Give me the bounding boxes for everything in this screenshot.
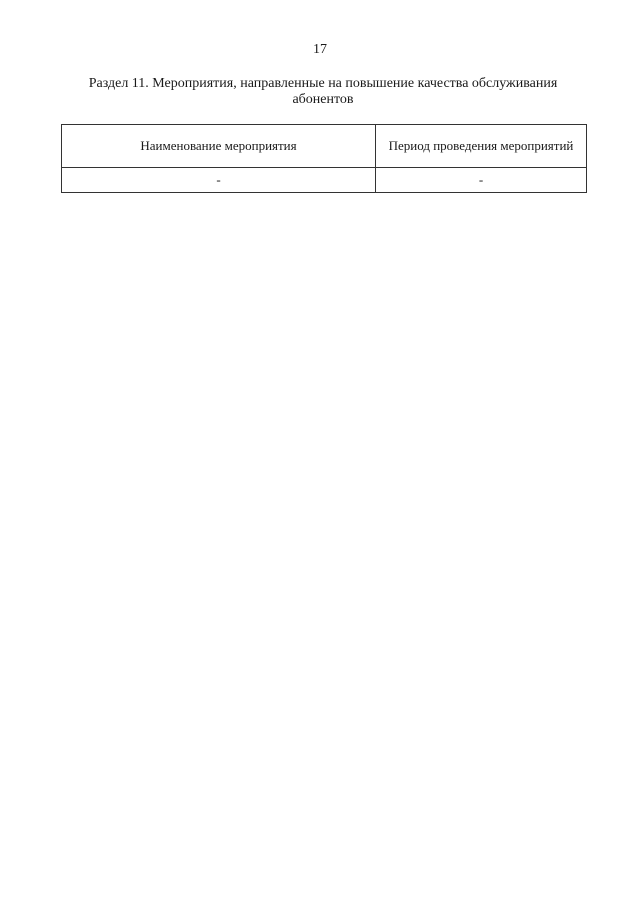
events-table xyxy=(61,124,587,193)
header-event-name: Наименование мероприятия xyxy=(62,125,376,168)
cell-event-name: - xyxy=(62,168,376,193)
page-number: 17 xyxy=(313,42,327,57)
cell-event-period: - xyxy=(376,168,587,193)
table-row xyxy=(62,168,587,193)
table-header-row xyxy=(62,125,587,168)
section-title: Раздел 11. Мероприятия, направленные на повышение качества обслуживания абонентов xyxy=(88,76,558,107)
header-event-period: Период проведения мероприятий xyxy=(376,125,587,168)
